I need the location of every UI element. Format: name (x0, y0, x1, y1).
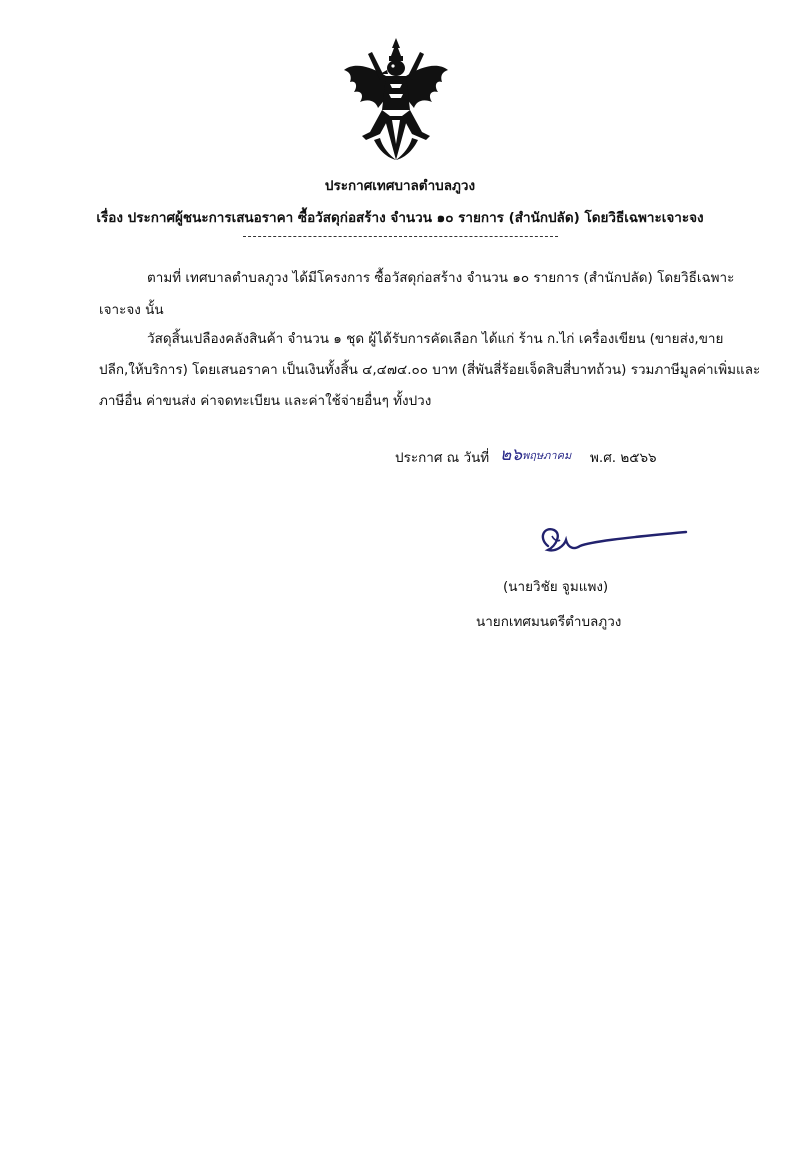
announcement-year: พ.ศ. ๒๕๖๖ (590, 450, 657, 466)
signer-name: (นายวิชัย จูมแพง) (503, 579, 609, 595)
announcement-organization: ประกาศเทศบาลตำบลภูวง (324, 178, 476, 194)
announcement-day: ๒๖ (500, 445, 522, 465)
header-divider (243, 236, 558, 237)
paragraph-2-line-2: ปลีก,ให้บริการ) โดยเสนอราคา เป็นเงินทั้งสิ้น ๔,๔๗๔.๐๐ บาท (สี่พันสี่ร้อยเจ็ดสิบสี่บาทถ้วน) รวมภาษีมูลค่าเพิ่มและ (99, 362, 761, 378)
announcement-date-prefix: ประกาศ ณ วันที่ (395, 450, 490, 466)
garuda-emblem-icon (340, 36, 452, 164)
paragraph-2-line-3: ภาษีอื่น ค่าขนส่ง ค่าจดทะเบียน และค่าใช้จ่ายอื่นๆ ทั้งปวง (99, 393, 432, 409)
signer-title: นายกเทศมนตรีตำบลภูวง (476, 614, 622, 630)
announcement-month: พฤษภาคม (522, 449, 572, 462)
paragraph-2-line-1: วัสดุสิ้นเปลืองคลังสินค้า จำนวน ๑ ชุด ผู้ได้รับการคัดเลือก ได้แก่ ร้าน ก.ไก่ เครื่องเขียน (ขายส่ง,ขาย (147, 331, 724, 347)
paragraph-1-line-1: ตามที่ เทศบาลตำบลภูวง ได้มีโครงการ ซื้อวัสดุก่อสร้าง จำนวน ๑๐ รายการ (สำนักปลัด) โดยวิธีเฉพาะ (147, 270, 735, 286)
paragraph-1-line-2: เจาะจง นั้น (99, 302, 164, 318)
signature-mark (530, 520, 690, 560)
announcement-subject: เรื่อง ประกาศผู้ชนะการเสนอราคา ซื้อวัสดุก่อสร้าง จำนวน ๑๐ รายการ (สำนักปลัด) โดยวิธีเฉพาะเจาะจง (96, 210, 704, 226)
